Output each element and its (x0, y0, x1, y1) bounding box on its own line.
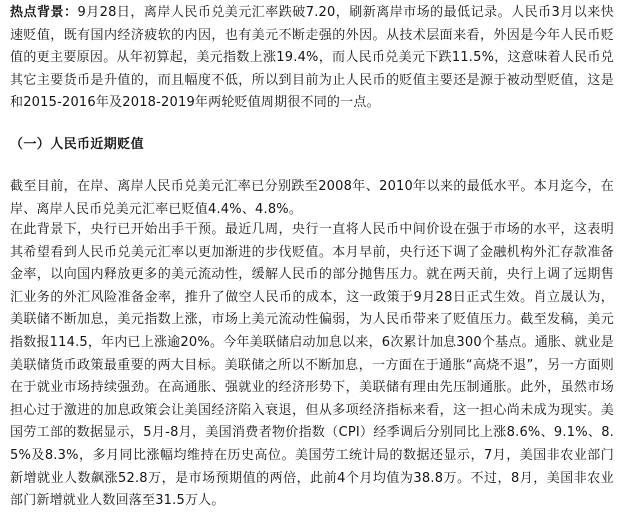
intro-paragraph (10, 2, 614, 115)
status-paragraph: 截至目前，在岸、离岸人民币兑美元汇率已分别跌至2008年、2010年以来的最低水平。本月迄今，在岸、离岸人民币兑美元汇率已贬值4.4%、4.8%。 (10, 179, 614, 217)
intro-text: 9月28日，离岸人民币兑美元汇率跌破7.20，刷新离岸市场的最低记录。人民币3月以来快速贬值，既有国内经济疲软的内因，也有美元不断走强的外因。从技术层面来看，外因是今年人民币贬值的更主要原因。从年初算起，美元指数上涨19.4%，而人民币兑美元下跌11.5%，这意味着人民币兑其它主要货币是升值的，而且幅度不低，所以到目前为止人民币的贬值主要还是源于被动型贬值，这是和2015-2016年及2018-2019年两轮贬值周期很不同的一点。 (10, 5, 614, 111)
background-paragraph: 在此背景下，央行已开始出手干预。最近几周，央行一直将人民币中间价设在强于市场的水平，这表明其希望看到人民币兑美元汇率以更加渐进的步伐贬值。本月早前，央行还下调了金融机构外汇存款准备金率，以向国内释放更多的美元流动性，缓解人民币的部分抛售压力。就在两天前，央行上调了远期售汇业务的外汇风险准备金率，推升了做空人民币的成本，这一政策于9月28日正式生效。肖立晟认为，美联储不断加息，美元指数上涨，市场上美元流动性偏弱，为人民币带来了贬值压力。截至发稿，美元指数报114.5，年内已上涨逾20%。今年美联储启动加息以来，6次累计加息300个基点。通胀、就业是美联储货币政策最重要的两大目标。美联储之所以不断加息，一方面在于通胀“高烧不退”，另一方面则在于就业市场持续强劲。在高通胀、强就业的经济形势下，美联储有理由先压制通胀。此外，虽然市场担心过于激进的加息政策会让美国经济陷入衰退，但从多项经济指标来看，这一担心尚未成为现实。美国劳工部的数据显示，5月-8月，美国消费者物价指数（CPI）经季调后分别同比上涨8.6%、9.1%、8.5%及8.3%，多月同比涨幅均维持在历史高位。美国劳工统计局的数据还显示，7月，美国非农业部门新增就业人数飙涨52.8万，是市场预期值的两倍，此前4个月均值为38.8万。不过，8月，美国非农业部门新增就业人数回落至31.5万人。 (10, 222, 614, 509)
section-heading: （一）人民币近期贬值 (10, 137, 145, 152)
intro-lead: 热点背景： (10, 5, 78, 20)
